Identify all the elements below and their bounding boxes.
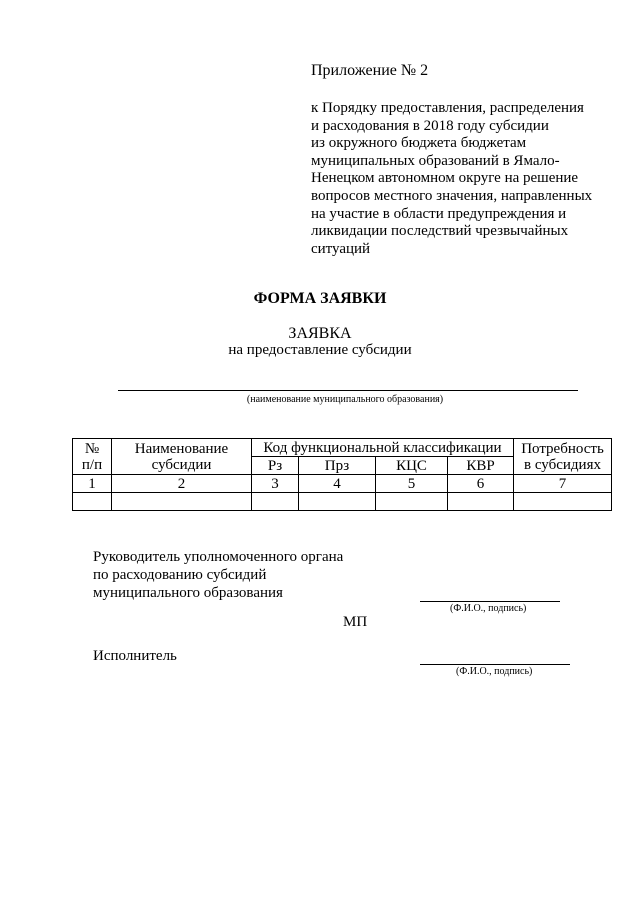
appendix-description bbox=[311, 100, 611, 258]
header-subsidy-name: Наименование субсидии bbox=[112, 439, 252, 475]
table-cell[interactable] bbox=[73, 493, 112, 511]
appendix-line: из окружного бюджета бюджетам bbox=[311, 135, 527, 152]
header-kcs: КЦС bbox=[376, 457, 448, 475]
appendix-line: и расходования в 2018 году субсидии bbox=[311, 117, 549, 134]
form-title: ФОРМА ЗАЯВКИ bbox=[253, 290, 387, 307]
application-title: ЗАЯВКА bbox=[288, 325, 352, 342]
column-number: 5 bbox=[376, 475, 448, 493]
appendix-line: к Порядку предоставления, распределения bbox=[311, 100, 584, 116]
appendix-line: ликвидации последствий чрезвычайных bbox=[311, 223, 569, 240]
municipality-name-line[interactable] bbox=[118, 390, 578, 391]
head-signature-label: Руководитель уполномоченного органа по расходованию субсидий муниципального образования bbox=[93, 549, 344, 601]
table-cell[interactable] bbox=[376, 493, 448, 511]
header-subsidy-need: Потребность в субсидиях bbox=[514, 439, 612, 475]
header-rz: Рз bbox=[252, 457, 299, 475]
column-number: 1 bbox=[73, 475, 112, 493]
table-cell[interactable] bbox=[448, 493, 514, 511]
table-cell[interactable] bbox=[514, 493, 612, 511]
appendix-title: Приложение № 2 bbox=[311, 62, 429, 79]
header-kvr: КВР bbox=[448, 457, 514, 475]
header-functional-code: Код функциональной классификации bbox=[252, 439, 514, 457]
table-row[interactable] bbox=[73, 493, 612, 511]
executor-label: Исполнитель bbox=[93, 648, 177, 664]
column-number: 3 bbox=[252, 475, 299, 493]
executor-signature-caption: (Ф.И.О., подпись) bbox=[456, 666, 533, 677]
application-subtitle: на предоставление субсидии bbox=[228, 342, 412, 358]
table-cell[interactable] bbox=[112, 493, 252, 511]
column-number: 2 bbox=[112, 475, 252, 493]
appendix-line: ситуаций bbox=[311, 240, 371, 257]
column-number: 4 bbox=[299, 475, 376, 493]
subsidy-table bbox=[72, 438, 612, 511]
head-signature-line[interactable] bbox=[420, 601, 560, 602]
appendix-line: Ненецком автономном округе на решение bbox=[311, 170, 579, 187]
municipality-name-caption: (наименование муниципального образования) bbox=[246, 394, 444, 405]
table-cell[interactable] bbox=[252, 493, 299, 511]
table-cell[interactable] bbox=[299, 493, 376, 511]
header-prz: Прз bbox=[299, 457, 376, 475]
column-number: 7 bbox=[514, 475, 612, 493]
column-number: 6 bbox=[448, 475, 514, 493]
appendix-line: на участие в области предупреждения и bbox=[311, 205, 567, 222]
numbering-row bbox=[73, 475, 612, 493]
executor-signature-line[interactable] bbox=[420, 664, 570, 665]
appendix-line: вопросов местного значения, направленных bbox=[311, 187, 593, 204]
head-signature-caption: (Ф.И.О., подпись) bbox=[450, 603, 527, 614]
stamp-placeholder: МП bbox=[343, 614, 368, 630]
appendix-line: муниципальных образований в Ямало- bbox=[311, 152, 560, 169]
header-number: № п/п bbox=[73, 439, 112, 475]
